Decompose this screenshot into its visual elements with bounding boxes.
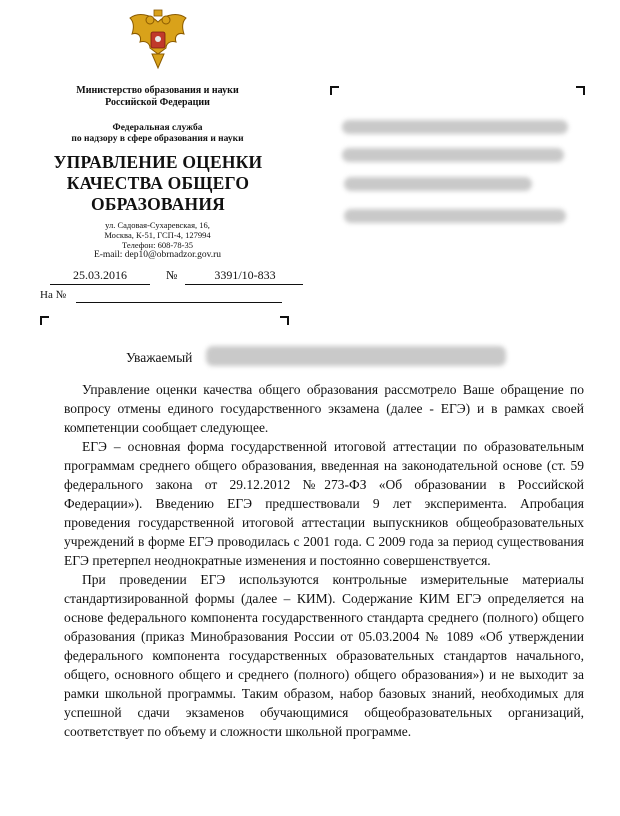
reply-to-label: На № [40, 289, 67, 301]
redacted-recipient-line [344, 177, 532, 191]
corner-mark-recipient-left [330, 86, 339, 95]
ministry-line-1: Министерство образования и науки [76, 85, 239, 96]
redacted-recipient-line [342, 120, 568, 134]
address-email: E-mail: dep10@obrnadzor.gov.ru [93, 250, 222, 260]
letter-number: 3391/10-833 [214, 268, 276, 282]
ministry-line-2: Российской Федерации [105, 97, 210, 108]
address-city: Москва, К-51, ГСП-4, 127994 [104, 230, 211, 240]
address-street: ул. Садовая-Сухаревская, 16, [105, 220, 210, 230]
redacted-recipient-line [342, 148, 564, 162]
redacted-recipient-line [344, 209, 566, 223]
paragraph-2: ЕГЭ – основная форма государственной итоговой аттестации по образовательным программам среднего общего образования, введенная на законодательной основе (ст. 59 федерального закона от 29.12.2012 №273-ФЗ «Об образовании в Российской Федерации»). Введению ЕГЭ предшествовали 9 лет эксперимента. Апробация проведения государственной итоговой аттестации выпускников общеобразовательных учреждений в форме ЕГЭ проводилась с 2001 года. С 2009 года за период существования ЕГЭ претерпел неоднократные изменения и постоянно совершенствуется. [64, 439, 584, 568]
department-line-3: ОБРАЗОВАНИЯ [91, 194, 225, 214]
service-name [60, 123, 255, 145]
department-line-2: КАЧЕСТВА ОБЩЕГО [66, 173, 250, 193]
salutation: Уважаемый [126, 350, 193, 365]
date-underline [50, 284, 150, 285]
department-line-1: УПРАВЛЕНИЕ ОЦЕНКИ [53, 152, 263, 172]
department-title [42, 152, 274, 215]
address-phone: Телефон: 608-78-35 [122, 240, 193, 250]
reply-to-underline [76, 302, 282, 303]
letter-date: 25.03.2016 [73, 268, 127, 282]
paragraph-1: Управление оценки качества общего образования рассмотрело Ваше обращение по вопросу отмены единого государственного экзамена (далее - ЕГЭ) и в рамках своей компетенции сообщает следующее. [64, 382, 584, 435]
reply-to-row [40, 289, 290, 305]
corner-mark-recipient-right [576, 86, 585, 95]
number-underline [185, 284, 303, 285]
corner-mark-bottom-right [280, 316, 289, 325]
ministry-name [60, 85, 255, 109]
paragraph-3: При проведении ЕГЭ используются контрольные измерительные материалы стандартизированной формы (далее – КИМ). Содержание КИМ ЕГЭ определяется на основе федерального компонента государственного стандарта среднего (полного) общего образования (приказ Минобразования России от 05.03.2004 № 1089 «Об утверждении федерального компонента государственных образовательных стандартов начального, общего, основного общего и среднего (полного) общего образования») и не выходит за рамки школьной программы. Таким образом, набор базовых знаний, необходимых для успешной сдачи экзаменов обучающимися общеобразовательных организаций, соответствует по объему и сложности школьной программе. [64, 572, 584, 739]
corner-mark-bottom-left [40, 316, 49, 325]
number-sign: № [166, 268, 178, 282]
service-line-2: по надзору в сфере образования и науки [71, 134, 244, 144]
service-line-1: Федеральная служба [112, 123, 203, 133]
redacted-recipient-name [206, 346, 506, 366]
registration-row [40, 268, 290, 284]
coat-of-arms-emblem [128, 8, 188, 72]
letter-body [64, 380, 584, 741]
address-block [70, 220, 245, 260]
